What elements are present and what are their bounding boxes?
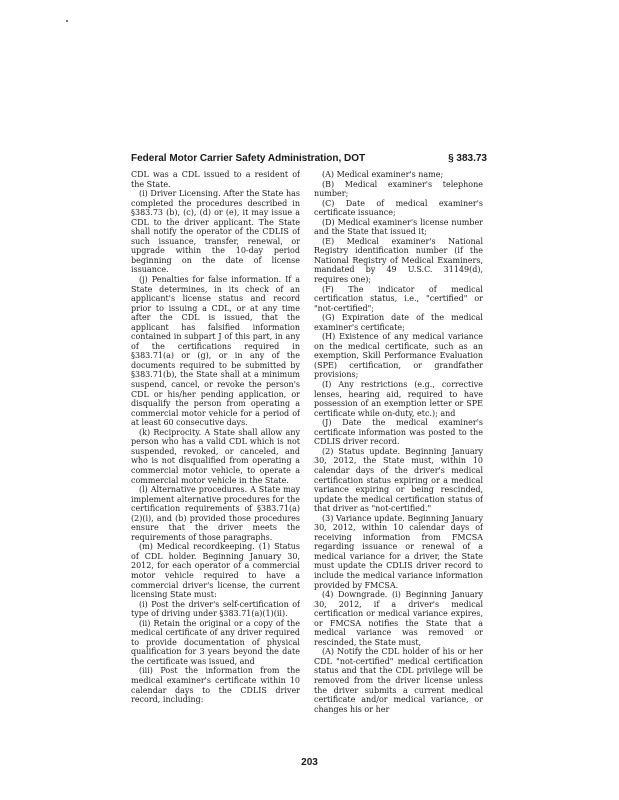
right-column: [314, 170, 483, 755]
left-column: [131, 170, 300, 755]
paragraph: (4) Downgrade. (i) Beginning January 30, 2012, if a driver's medical certification or medical variance expires, or FMCSA notifies the State that a medical variance was removed or rescinded, the State must,: [314, 590, 483, 647]
paragraph: (ii) Retain the original or a copy of the medical certificate of any driver required to provide documentation of physical qualification for 3 years beyond the date the certificate was issued, and: [131, 618, 300, 666]
paragraph: (F) The indicator of medical certification status, i.e., "certified" or "not-certified";: [314, 284, 483, 313]
paragraph: (A) Notify the CDL holder of his or her CDL "not-certified" medical certification status and that the CDL privilege will be removed from the driver license unless the driver submits a current medical certificate and/or medical variance, or changes his or her: [314, 647, 483, 714]
paragraph: (C) Date of medical examiner's certificate issuance;: [314, 198, 483, 218]
paragraph: (J) Date the medical examiner's certificate information was posted to the CDLIS driver record.: [314, 418, 483, 447]
paragraph: (3) Variance update. Beginning January 30, 2012, within 10 calendar days of receiving information from FMCSA regarding issuance or renewal of a medical variance for a driver, the State must update the CDLIS driver record to include the medical variance information provided by FMCSA.: [314, 513, 483, 590]
running-header: [131, 153, 487, 169]
paragraph: (D) Medical examiner's license number and the State that issued it;: [314, 217, 483, 237]
paragraph: (i) Driver Licensing. After the State has completed the procedures described in §383.73 (b), (c), (d) or (e), it may issue a CDL to the driver applicant. The State shall notify the operator of the CDLIS of such issuance, transfer, renewal, or upgrade within the 10-day period beginning on the date of license issuance.: [131, 189, 300, 275]
paragraph: (l) Alternative procedures. A State may implement alternative procedures for the certification requirements of §383.71(a)(2)(i), and (b) provided those procedures ensure that the driver meets the requirements of those paragraphs.: [131, 485, 300, 542]
section-number: § 383.73: [448, 153, 487, 164]
paragraph: (I) Any restrictions (e.g., corrective lenses, hearing aid, required to have possession of an exemption letter or SPE certificate while on-duty, etc.); and: [314, 380, 483, 418]
paragraph: (B) Medical examiner's telephone number;: [314, 179, 483, 199]
paragraph: (2) Status update. Beginning January 30, 2012, the State must, within 10 calendar days of the driver's medical certification status expiring or a medical variance expiring or being rescinded, update the medical certification status of that driver as "not-certified.": [314, 446, 483, 514]
agency-title: Federal Motor Carrier Safety Administration, DOT: [131, 153, 366, 164]
paragraph: (H) Existence of any medical variance on the medical certificate, such as an exemption, Skill Performance Evaluation (SPE) certification, or grandfather provisions;: [314, 332, 483, 380]
paragraph: (i) Post the driver's self-certification of type of driving under §383.71(a)(1)(ii).: [131, 599, 300, 619]
page-number: 203: [301, 757, 318, 768]
paragraph: (m) Medical recordkeeping. (1) Status of CDL holder. Beginning January 30, 2012, for each operator of a commercial motor vehicle required to have a commercial driver's license, the current licensing State must:: [131, 542, 300, 600]
paragraph: (iii) Post the information from the medical examiner's certificate within 10 calendar days to the CDLIS driver record, including:: [131, 666, 300, 705]
paragraph: (E) Medical examiner's National Registry identification number (if the National Registry of Medical Examiners, mandated by 49 U.S.C. 31149(d), requires one);: [314, 236, 483, 285]
paragraph: (j) Penalties for false information. If a State determines, in its check of an applicant's license status and record prior to issuing a CDL, or at any time after the CDL is issued, that the applicant has falsified information contained in subpart J of this part, in any of the certifications required in §383.71(a) or (g), or in any of the documents required to be submitted by §383.71(b), the State shall at a minimum suspend, cancel, or revoke the person's CDL or his/her pending application, or disqualify the person from operating a commercial motor vehicle for a period of at least 60 consecutive days.: [131, 275, 300, 428]
paragraph: (A) Medical examiner's name;: [322, 170, 444, 179]
paragraph: (G) Expiration date of the medical examiner's certificate;: [314, 313, 483, 332]
paragraph: (k) Reciprocity. A State shall allow any person who has a valid CDL which is not suspended, revoked, or canceled, and who is not disqualified from operating a commercial motor vehicle, to operate a commercial motor vehicle in the State.: [131, 427, 300, 485]
scan-speck: [66, 20, 68, 22]
paragraph: CDL was a CDL issued to a resident of the State.: [131, 170, 300, 189]
